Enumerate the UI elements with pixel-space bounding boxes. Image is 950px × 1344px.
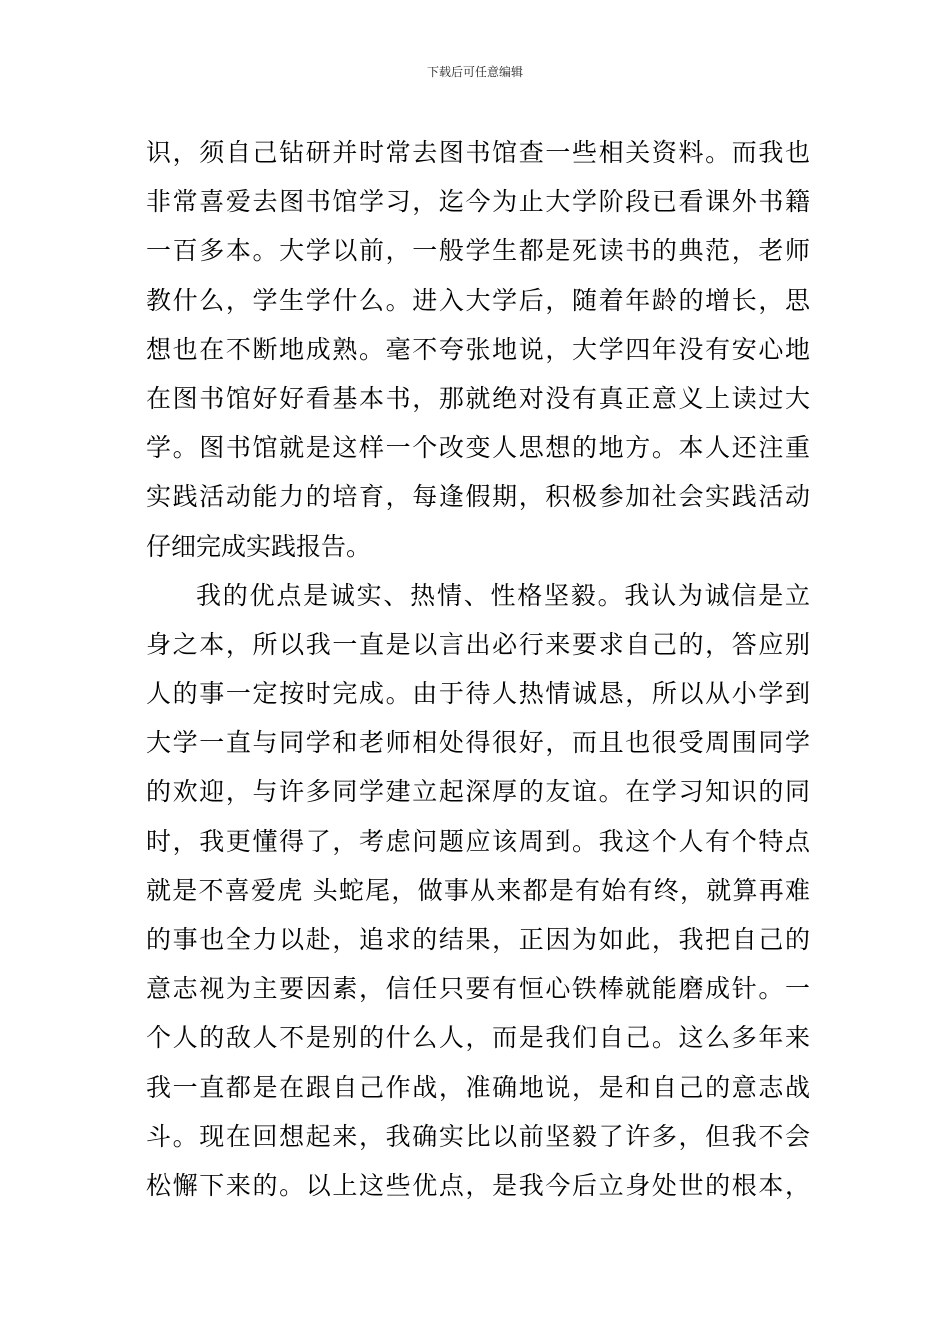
paragraph-line: 我的优点是诚实、热情、性格坚毅。我认为诚信是立 xyxy=(196,580,810,610)
paragraph-line: 大学一直与同学和老师相处得很好，而且也很受周围同学 xyxy=(146,728,810,758)
paragraph-line: 意志视为主要因素，信任只要有恒心铁棒就能磨成针。一 xyxy=(146,974,810,1004)
paragraph-line: 教什么，学生学什么。进入大学后，随着年龄的增长，思 xyxy=(146,285,810,315)
paragraph-line: 识，须自己钻研并时常去图书馆查一些相关资料。而我也 xyxy=(146,138,810,167)
paragraph-2 xyxy=(146,571,810,1210)
paragraph-line: 个人的敌人不是别的什么人，而是我们自己。这么多年来 xyxy=(146,1023,810,1053)
body-text xyxy=(146,128,810,1210)
paragraph-line: 实践活动能力的培育，每逢假期，积极参加社会实践活动 xyxy=(146,482,810,512)
paragraph-line: 学。图书馆就是这样一个改变人思想的地方。本人还注重 xyxy=(146,433,810,463)
paragraph-line: 的事也全力以赴，追求的结果，正因为如此，我把自己的 xyxy=(146,925,810,954)
paragraph-line: 非常喜爱去图书馆学习，迄今为止大学阶段已看课外书籍 xyxy=(146,187,810,217)
paragraph-line: 身之本，所以我一直是以言出必行来要求自己的，答应别 xyxy=(146,629,810,659)
paragraph-line: 想也在不断地成熟。毫不夸张地说，大学四年没有安心地 xyxy=(146,334,810,364)
paragraph-line: 人的事一定按时完成。由于待人热情诚恳，所以从小学到 xyxy=(146,679,810,709)
paragraph-1 xyxy=(146,128,810,571)
paragraph-line: 时，我更懂得了，考虑问题应该周到。我这个人有个特点 xyxy=(146,826,810,856)
paragraph-line: 斗。现在回想起来，我确实比以前坚毅了许多，但我不会 xyxy=(146,1121,810,1151)
paragraph-line: 的欢迎，与许多同学建立起深厚的友谊。在学习知识的同 xyxy=(146,777,810,807)
paragraph-line: 一百多本。大学以前，一般学生都是死读书的典范，老师 xyxy=(146,236,810,266)
paragraph-line: 我一直都是在跟自己作战，准确地说，是和自己的意志战 xyxy=(146,1072,810,1102)
paragraph-line: 就是不喜爱虎 头蛇尾，做事从来都是有始有终，就算再难 xyxy=(146,875,810,905)
page-header: 下载后可任意编辑 xyxy=(426,65,523,79)
paragraph-line: 松懈下来的。以上这些优点，是我今后立身处世的根本， xyxy=(146,1170,810,1200)
paragraph-line: 在图书馆好好看基本书，那就绝对没有真正意义上读过大 xyxy=(146,383,810,413)
paragraph-line: 仔细完成实践报告。 xyxy=(146,531,372,561)
